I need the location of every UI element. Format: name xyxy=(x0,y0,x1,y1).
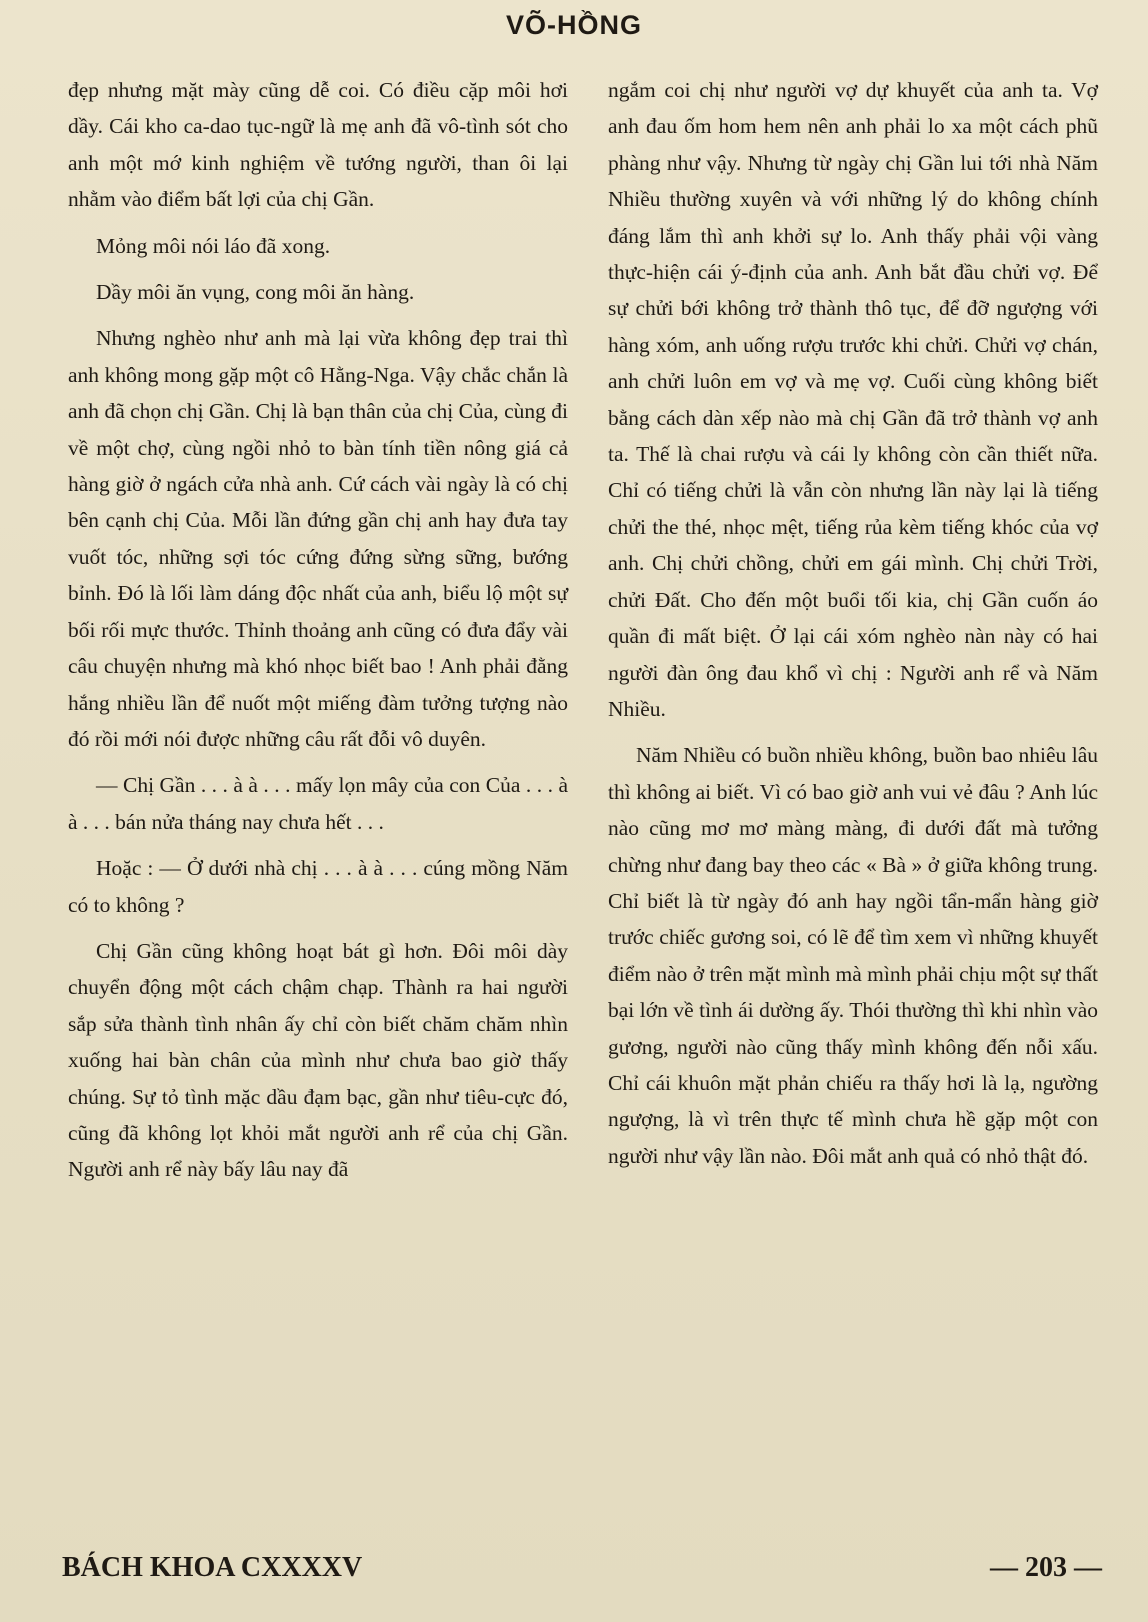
paragraph: Nhưng nghèo như anh mà lại vừa không đẹp trai thì anh không mong gặp một cô Hằng-Nga. Vậy chắc chắn là anh đã chọn chị Gần. Chị là bạn thân của chị Của, cùng đi về một chợ, cùng ngồi nhỏ to bàn tính tiền nông giá cả hàng giờ ở ngách cửa nhà anh. Cứ cách vài ngày là có chị bên cạnh chị Của. Mỗi lần đứng gần chị anh hay đưa tay vuốt tóc, những sợi tóc cứng đứng sừng sững, bướng bỉnh. Đó là lối làm dáng độc nhất của anh, biểu lộ một sự bối rối mực thước. Thỉnh thoảng anh cũng có đưa đẩy vài câu chuyện nhưng mà khó nhọc biết bao ! Anh phải đằng hắng nhiều lần để nuốt một miếng đàm tưởng tượng nào đó rồi mới nói được những câu rất đỗi vô duyên. xyxy=(68,326,568,751)
dialogue-line: — Chị Gần . . . à à . . . mấy lọn mây của con Của . . . à à . . . bán nửa tháng nay chưa hết . . . xyxy=(68,773,568,834)
proverb-line: Dầy môi ăn vụng, cong môi ăn hàng. xyxy=(96,280,415,305)
proverb-line: Mỏng môi nói láo đã xong. xyxy=(96,233,331,258)
running-head-author: VÕ-HỒNG xyxy=(505,10,642,40)
paragraph: Chị Gần cũng không hoạt bát gì hơn. Đôi môi dày chuyển động một cách chậm chạp. Thành ra hai người sắp sửa thành tình nhân ấy chỉ còn biết chăm chăm nhìn xuống hai bàn chân của mình như chưa bao giờ thấy chúng. Sự tỏ tình mặc dầu đạm bạc, gần như tiêu-cực đó, cũng đã không lọt khỏi mắt người anh rể của chị Gần. Người anh rể này bấy lâu nay đã xyxy=(68,938,568,1182)
magazine-title: BÁCH KHOA CXXXXV xyxy=(62,1552,363,1583)
page-number: — 203 — xyxy=(990,1552,1102,1583)
paragraph: đẹp nhưng mặt mày cũng dễ coi. Có điều cặp môi hơi dầy. Cái kho ca-dao tục-ngữ là mẹ anh đã vô-tình sót cho anh một mớ kinh nghiệm về tướng người, than ôi lại nhằm vào điểm bất lợi của chị Gần. xyxy=(68,78,568,212)
left-column xyxy=(68,72,568,1188)
right-column xyxy=(608,72,1098,1174)
dialogue-line: Hoặc : — Ở dưới nhà chị . . . à à . . . cúng mồng Năm có to không ? xyxy=(68,856,568,917)
paragraph: ngắm coi chị như người vợ dự khuyết của anh ta. Vợ anh đau ốm hom hem nên anh phải lo xa một cách phũ phàng như vậy. Nhưng từ ngày chị Gần lui tới nhà Năm Nhiều thường xuyên và với những lý do không chính đáng lắm thì anh khởi sự lo. Anh thấy phải vội vàng thực-hiện cái ý-định của anh. Anh bắt đầu chửi vợ. Để sự chửi bới không trở thành thô tục, để đỡ ngượng với hàng xóm, anh uống rượu trước khi chửi. Chửi vợ chán, anh chửi luôn em vợ và mẹ vợ. Cuối cùng không biết bằng cách dàn xếp nào mà chị Gần đã trở thành vợ anh ta. Thế là chai rượu và cái ly không còn cần thiết nữa. Chỉ có tiếng chửi là vẫn còn nhưng lần này lại là tiếng chửi the thé, nhọc mệt, tiếng rủa kèm tiếng khóc của vợ anh. Chị chửi chồng, chửi em gái mình. Chị chửi Trời, chửi Đất. Cho đến một buổi tối kia, chị Gần cuốn áo quần đi mất biệt. Ở lại cái xóm nghèo nàn này có hai người đàn ông đau khổ vì chị : Người anh rể và Năm Nhiều. xyxy=(608,78,1098,721)
paragraph: Năm Nhiều có buồn nhiều không, buồn bao nhiêu lâu thì không ai biết. Vì có bao giờ anh vui vẻ đâu ? Anh lúc nào cũng mơ mơ màng màng, đi dưới đất mà tưởng chừng như đang bay theo các « Bà » ở giữa không trung. Chỉ biết là từ ngày đó anh hay ngồi tẩn-mẩn hàng giờ trước chiếc gương soi, có lẽ để tìm xem vì những khuyết điểm nào ở trên mặt mình mà mình phải chịu một sự thất bại lớn về tình ái dường ấy. Thói thường thì khi nhìn vào gương, người nào cũng thấy mình không đến nỗi xấu. Chỉ cái khuôn mặt phản chiếu ra thấy hơi là lạ, ngường ngượng, là vì trên thực tế mình chưa hề gặp một con người như vậy lần nào. Đôi mắt anh quả có nhỏ thật đó. xyxy=(608,743,1098,1168)
